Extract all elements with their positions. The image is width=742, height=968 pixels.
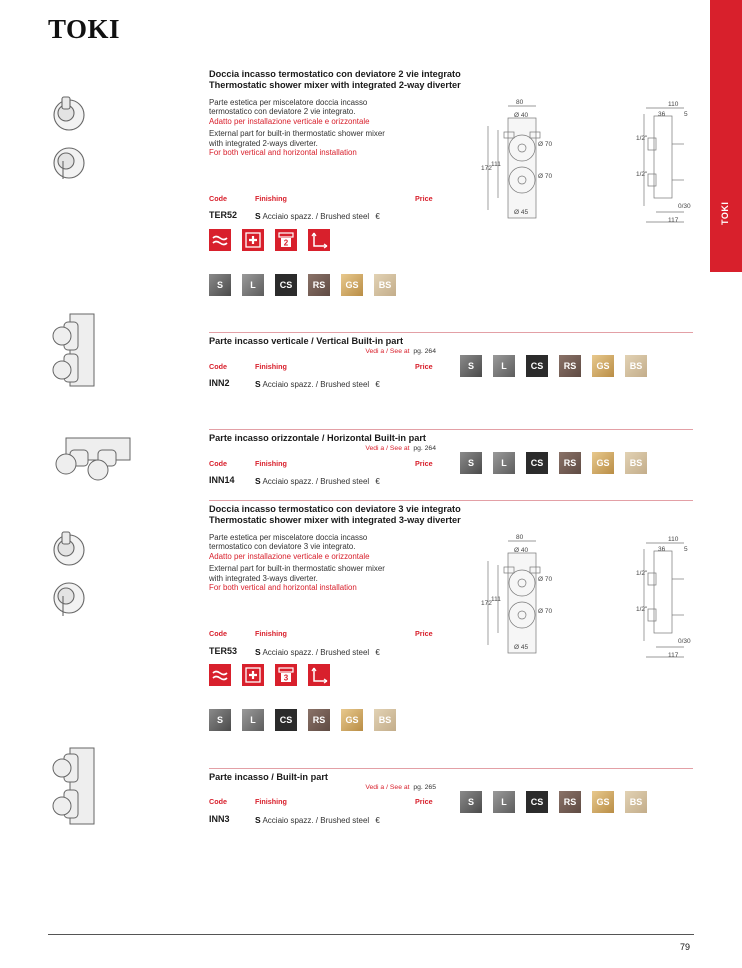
svg-text:110: 110 [668, 536, 679, 543]
finish-description: S Acciaio spazz. / Brushed steel € [255, 815, 380, 825]
header-price: Price [415, 194, 433, 203]
product-code: INN3 [209, 814, 230, 824]
product-code: INN14 [209, 475, 235, 485]
install-orientation-icon [308, 664, 330, 686]
svg-text:1/2": 1/2" [636, 570, 648, 577]
water-flow-icon [209, 664, 231, 686]
svg-text:36: 36 [658, 546, 666, 553]
header-finishing: Finishing [255, 797, 287, 806]
product-title-it: Doccia incasso termostatico con deviatore 3 vie integrato [209, 504, 461, 514]
header-finishing: Finishing [255, 362, 287, 371]
horizontal-builtin-image [50, 432, 134, 484]
finish-swatches [460, 452, 647, 474]
svg-text:80: 80 [516, 99, 524, 106]
svg-text:Ø 70: Ø 70 [538, 173, 553, 180]
swatch-s[interactable]: S [460, 355, 482, 377]
technical-drawing [478, 531, 704, 666]
section-divider [209, 500, 693, 501]
see-at-reference[interactable]: Vedi a / See at pg. 265 [365, 784, 436, 791]
footer-divider [48, 934, 694, 935]
header-code: Code [209, 362, 227, 371]
svg-text:110: 110 [668, 101, 679, 108]
side-tab-label: TOKI [720, 201, 730, 225]
see-at-reference[interactable]: Vedi a / See at pg. 264 [365, 445, 436, 452]
swatch-rs[interactable]: RS [308, 274, 330, 296]
svg-text:Ø 40: Ø 40 [514, 112, 529, 119]
product-title: Parte incasso / Built-in part [209, 772, 328, 782]
finish-swatches [209, 274, 396, 296]
svg-text:Ø 45: Ø 45 [514, 209, 529, 216]
diverter-ways-icon [275, 664, 297, 686]
brand-title: TOKI [48, 14, 121, 44]
product-title-en: Thermostatic shower mixer with integrated 2-way diverter [209, 80, 461, 90]
svg-text:5: 5 [684, 546, 688, 553]
mixer-knobs-image [50, 530, 90, 622]
page-number: 79 [680, 942, 691, 952]
header-code: Code [209, 459, 227, 468]
builtin-part-image [48, 744, 100, 830]
diverter-ways-number: 2 [283, 238, 289, 248]
svg-text:172: 172 [481, 600, 492, 607]
product-code: TER53 [209, 646, 238, 656]
svg-text:Ø 70: Ø 70 [538, 141, 553, 148]
mixer-knobs-image [50, 95, 90, 187]
header-code: Code [209, 194, 227, 203]
swatch-bs[interactable]: BS [374, 274, 396, 296]
svg-text:111: 111 [491, 596, 501, 603]
swatch-s[interactable]: S [460, 452, 482, 474]
swatch-l[interactable]: L [493, 791, 515, 813]
section-divider [209, 429, 693, 430]
svg-text:1/2": 1/2" [636, 135, 648, 142]
section-divider [209, 768, 693, 769]
swatch-bs[interactable]: BS [625, 452, 647, 474]
swatch-bs[interactable]: BS [625, 355, 647, 377]
swatch-rs[interactable]: RS [559, 355, 581, 377]
thermostat-icon [242, 229, 264, 251]
swatch-rs[interactable]: RS [559, 452, 581, 474]
svg-text:0/30: 0/30 [678, 203, 691, 210]
product-title-en: Thermostatic shower mixer with integrated 3-way diverter [209, 515, 461, 525]
swatch-gs[interactable]: GS [592, 791, 614, 813]
swatch-l[interactable]: L [493, 355, 515, 377]
swatch-bs[interactable]: BS [374, 709, 396, 731]
product-description: Parte estetica per miscelatore doccia incasso termostatico con deviatore 3 vie integrato. Adatto per installazione verticale e orizzontale External part for built-in thermostatic shower mixer with integrated 3-ways diverter. For both vertical and horizontal installation [209, 533, 385, 593]
feature-icons [209, 664, 330, 686]
swatch-cs[interactable]: CS [275, 709, 297, 731]
finish-description: S Acciaio spazz. / Brushed steel € [255, 476, 380, 486]
header-finishing: Finishing [255, 629, 287, 638]
header-price: Price [415, 362, 433, 371]
finish-swatches [209, 709, 396, 731]
swatch-cs[interactable]: CS [526, 355, 548, 377]
svg-text:Ø 70: Ø 70 [538, 608, 553, 615]
diverter-ways-number: 3 [283, 673, 289, 683]
svg-text:0/30: 0/30 [678, 638, 691, 645]
svg-text:111: 111 [491, 161, 501, 168]
swatch-l[interactable]: L [493, 452, 515, 474]
swatch-l[interactable]: L [242, 274, 264, 296]
side-tab [710, 0, 742, 272]
svg-text:36: 36 [658, 111, 666, 118]
svg-text:80: 80 [516, 534, 524, 541]
finish-description: S Acciaio spazz. / Brushed steel € [255, 647, 380, 657]
finish-swatches [460, 355, 647, 377]
vertical-builtin-image [48, 310, 100, 392]
swatch-cs[interactable]: CS [526, 452, 548, 474]
svg-text:117: 117 [668, 217, 679, 224]
diverter-ways-icon [275, 229, 297, 251]
swatch-s[interactable]: S [209, 274, 231, 296]
finish-description: S Acciaio spazz. / Brushed steel € [255, 211, 380, 221]
svg-text:1/2": 1/2" [636, 606, 648, 613]
swatch-bs[interactable]: BS [625, 791, 647, 813]
header-price: Price [415, 797, 433, 806]
swatch-cs[interactable]: CS [526, 791, 548, 813]
svg-text:Ø 45: Ø 45 [514, 644, 529, 651]
finish-description: S Acciaio spazz. / Brushed steel € [255, 379, 380, 389]
header-code: Code [209, 797, 227, 806]
svg-text:117: 117 [668, 652, 679, 659]
swatch-gs[interactable]: GS [592, 452, 614, 474]
technical-drawing [478, 96, 704, 231]
svg-text:Ø 40: Ø 40 [514, 547, 529, 554]
svg-text:5: 5 [684, 111, 688, 118]
product-title: Parte incasso verticale / Vertical Built-in part [209, 336, 404, 346]
swatch-gs[interactable]: GS [341, 709, 363, 731]
thermostat-icon [242, 664, 264, 686]
product-title-it: Doccia incasso termostatico con deviatore 2 vie integrato [209, 69, 461, 79]
product-description: Parte estetica per miscelatore doccia incasso termostatico con deviatore 2 vie integrato. Adatto per installazione verticale e orizzontale External part for built-in thermostatic shower mixer with integrated 2-ways diverter. For both vertical and horizontal installation [209, 98, 385, 158]
swatch-gs[interactable]: GS [341, 274, 363, 296]
header-price: Price [415, 459, 433, 468]
swatch-gs[interactable]: GS [592, 355, 614, 377]
see-at-reference[interactable]: Vedi a / See at pg. 264 [365, 348, 436, 355]
product-code: TER52 [209, 210, 238, 220]
water-flow-icon [209, 229, 231, 251]
header-price: Price [415, 629, 433, 638]
header-finishing: Finishing [255, 459, 287, 468]
swatch-s[interactable]: S [209, 709, 231, 731]
finish-swatches [460, 791, 647, 813]
svg-text:1/2": 1/2" [636, 171, 648, 178]
swatch-s[interactable]: S [460, 791, 482, 813]
swatch-l[interactable]: L [242, 709, 264, 731]
swatch-cs[interactable]: CS [275, 274, 297, 296]
svg-text:Ø 70: Ø 70 [538, 576, 553, 583]
install-orientation-icon [308, 229, 330, 251]
section-divider [209, 332, 693, 333]
swatch-rs[interactable]: RS [559, 791, 581, 813]
svg-text:172: 172 [481, 165, 492, 172]
product-title: Parte incasso orizzontale / Horizontal Built-in part [209, 433, 426, 443]
header-code: Code [209, 629, 227, 638]
swatch-rs[interactable]: RS [308, 709, 330, 731]
feature-icons [209, 229, 330, 251]
product-code: INN2 [209, 378, 230, 388]
header-finishing: Finishing [255, 194, 287, 203]
